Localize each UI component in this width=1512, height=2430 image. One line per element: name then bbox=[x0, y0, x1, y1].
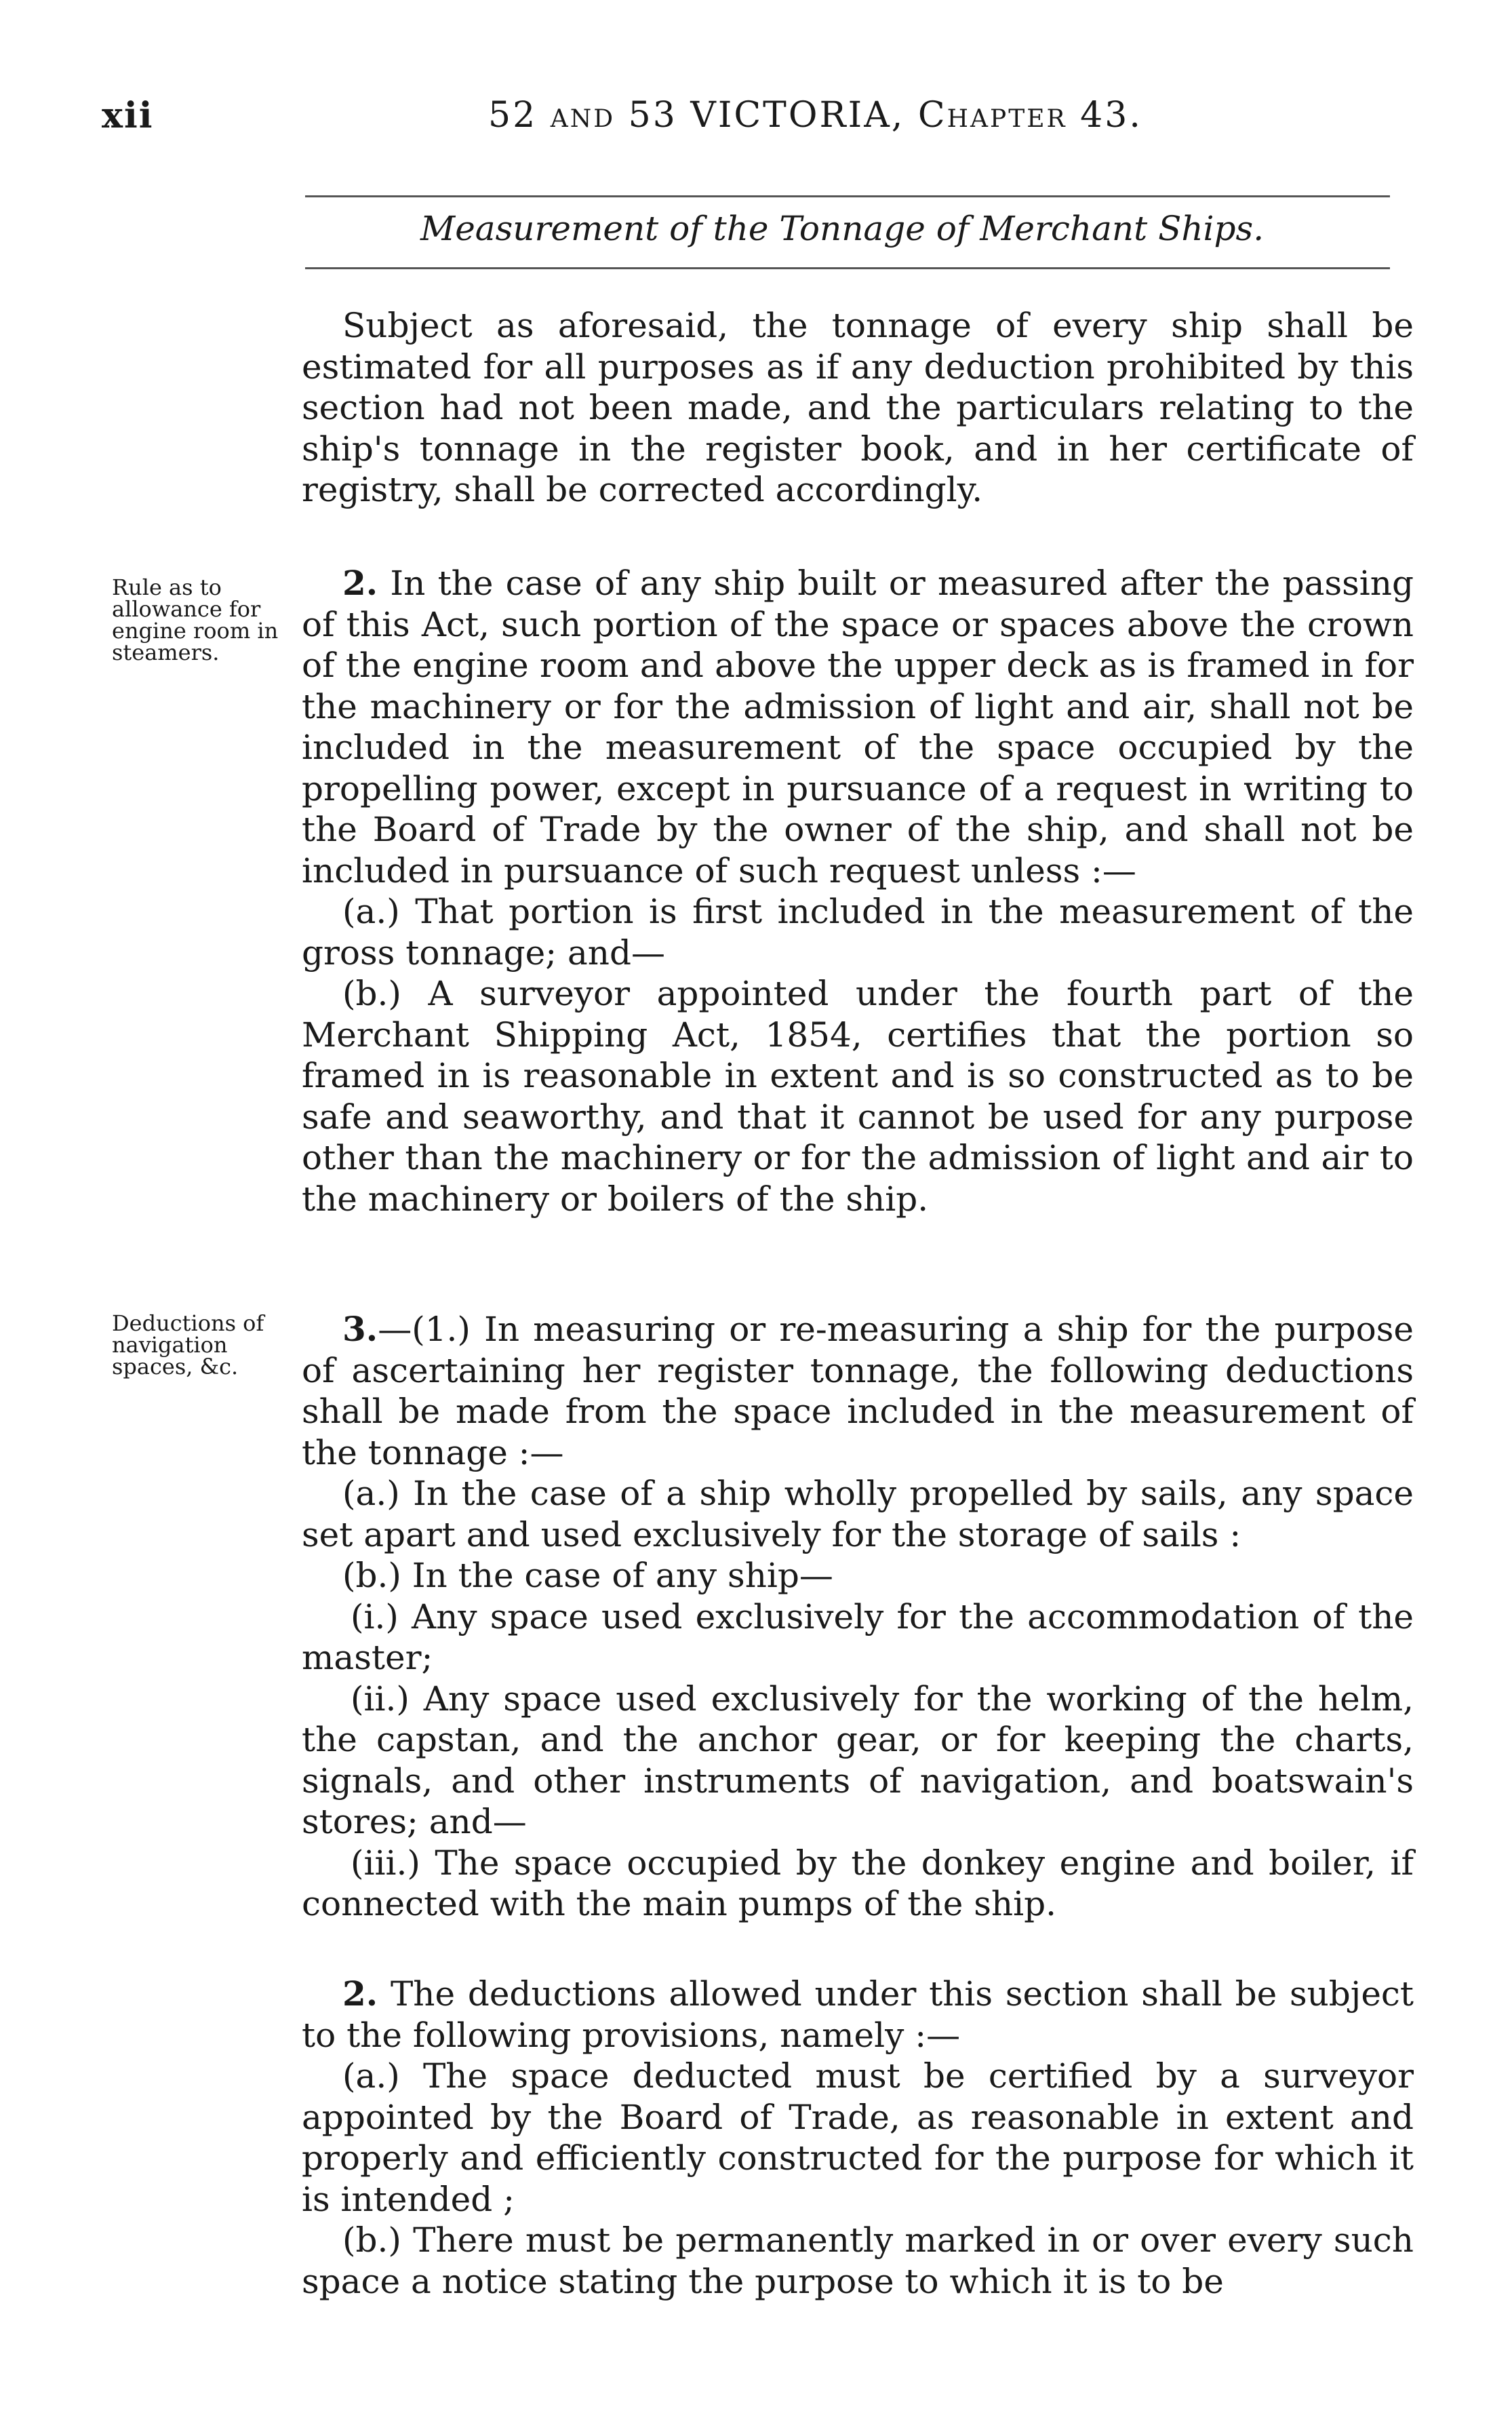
page-number: xii bbox=[102, 95, 154, 136]
body-block-section-2 bbox=[302, 563, 1414, 1219]
clause-a: (a.) The space deducted must be certified by a surveyor appointed by the Board of Trade, as reasonable in extent and properly and efficiently constructed for the purpose for which it is intended ; bbox=[302, 2056, 1414, 2219]
clause-b: (b.) In the case of any ship— bbox=[342, 1556, 833, 1595]
body-block-subject bbox=[302, 305, 1414, 511]
header-rule-bottom bbox=[305, 267, 1390, 269]
paragraph-subject: Subject as aforesaid, the tonnage of every ship shall be estimated for all purposes as if any deduction prohibited by this section had not been made, and the particulars relating to the ship's tonnage in the register book, and in her certificate of registry, shall be corrected accordingly. bbox=[302, 306, 1414, 509]
subsection-text: The deductions allowed under this section shall be subject to the following provisions, namely :— bbox=[302, 1974, 1414, 2055]
section-3-paragraph bbox=[302, 1309, 1414, 1473]
section-text: In the case of any ship built or measured after the passing of this Act, such portion of the space or spaces above the crown of the engine room and above the upper deck as is framed in for the machinery or for the admission of light and air, shall not be included in the measurement of the space occupied by the propelling power, except in pursuance of a request in writing to the Board of Trade by the owner of the ship, and shall not be included in pursuance of such request unless :— bbox=[302, 564, 1414, 890]
clause-b-ii: (ii.) Any space used exclusively for the working of the helm, the capstan, and the anchor gear, or for keeping the charts, signals, and other instruments of navigation, and boatswain's stores; and— bbox=[302, 1679, 1414, 1841]
section-number: 2. bbox=[342, 563, 378, 603]
subsection-2-paragraph bbox=[302, 1974, 1414, 2056]
margin-note-engine-room: Rule as to allowance for engine room in steamers. bbox=[112, 574, 279, 665]
clause-b-iii: (iii.) The space occupied by the donkey engine and boiler, if connected with the main pumps of the ship. bbox=[302, 1843, 1414, 1923]
section-text: —(1.) In measuring or re-measuring a ship for the purpose of ascertaining her register tonnage, the following deductions shall be made from the space included in the measurement of the tonnage :— bbox=[302, 1310, 1414, 1472]
running-head-and: and bbox=[550, 95, 616, 136]
header-rule-top bbox=[305, 195, 1390, 197]
margin-note-deductions: Deductions of navigation spaces, &c. bbox=[112, 1310, 264, 1379]
running-head-part-a: 52 bbox=[488, 95, 551, 136]
clause-b: (b.) There must be permanently marked in or over every such space a notice stating the purpose to which it is to be bbox=[302, 2220, 1414, 2301]
section-2-paragraph bbox=[302, 563, 1414, 891]
clause-a: (a.) In the case of a ship wholly propelled by sails, any space set apart and used exclusively for the storage of sails : bbox=[302, 1474, 1414, 1554]
clause-b-i: (i.) Any space used exclusively for the accommodation of the master; bbox=[302, 1596, 1414, 1677]
running-head-part-c: 43. bbox=[1067, 95, 1142, 136]
body-block-section-3-2 bbox=[302, 1974, 1414, 2302]
running-head-part-b: 53 VICTORIA, bbox=[615, 95, 918, 136]
clause-a: (a.) That portion is first included in the measurement of the gross tonnage; and— bbox=[302, 892, 1414, 973]
section-number: 3. bbox=[342, 1309, 378, 1349]
body-block-section-3 bbox=[302, 1309, 1414, 1925]
subsection-number: 2. bbox=[342, 1974, 378, 2014]
clause-b: (b.) A surveyor appointed under the fourth part of the Merchant Shipping Act, 1854, certifies that the portion so framed in is reasonable in extent and is so constructed as to be safe and seaworthy, and that it cannot be used for any purpose other than the machinery or for the admission of light and air to the machinery or boilers of the ship. bbox=[302, 974, 1414, 1219]
running-head-chapter: Chapter bbox=[917, 95, 1067, 136]
running-head bbox=[488, 95, 1142, 136]
page-subtitle: Measurement of the Tonnage of Merchant Ships. bbox=[420, 209, 1265, 248]
